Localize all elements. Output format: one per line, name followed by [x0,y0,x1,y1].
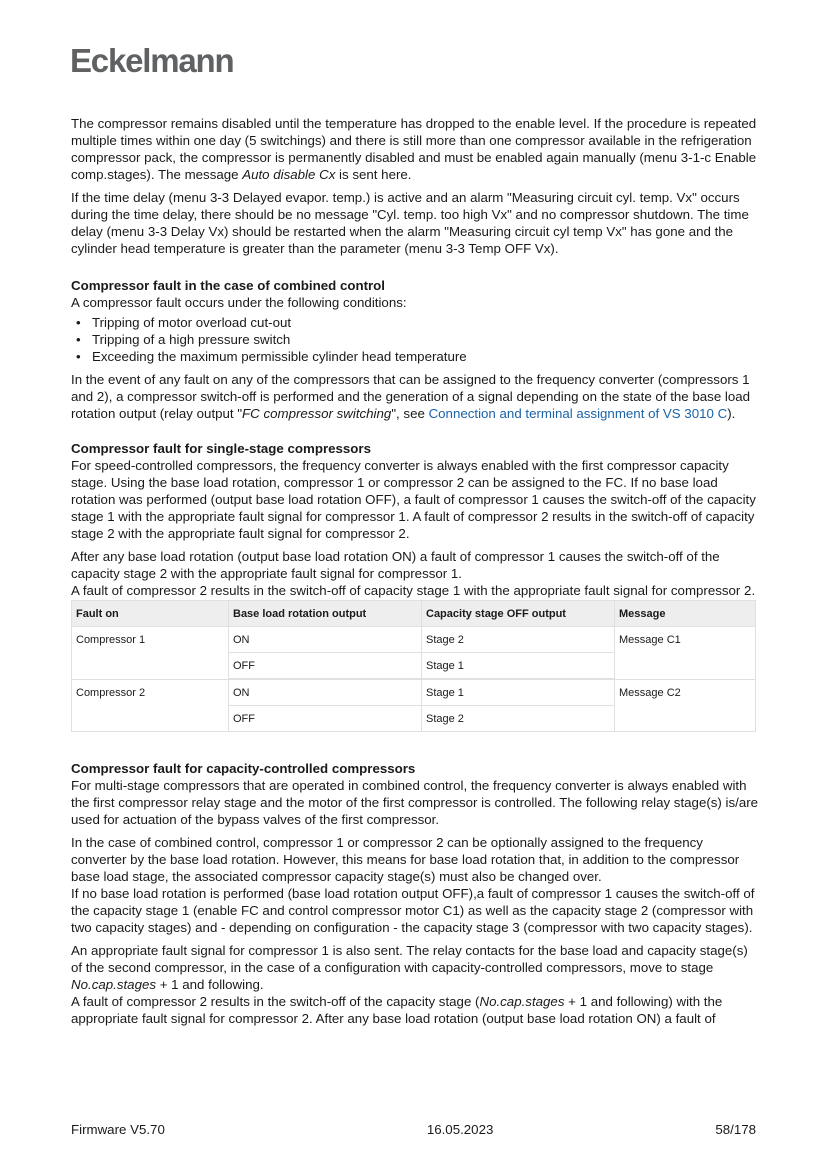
terminal-assignment-link[interactable]: Connection and terminal assignment of VS 3010 C [428,406,728,421]
section-single-stage [71,440,761,732]
document-body [71,115,761,1033]
section-lead: A compressor fault occurs under the following conditions: [71,295,407,310]
column-header: Message [615,601,756,627]
capacity-paragraph-1: For multi-stage compressors that are operated in combined control, the frequency converter is always enabled with the first compressor relay stage and the motor of the first compressor is controlled. The following relay stage(s) is/are used for actuation of the bypass valves of the first compressor. [71,778,759,827]
capacity-paragraph-2: In the case of combined control, compressor 1 or compressor 2 can be optionally assigned to the frequency converter by the base load rotation. However, this means for base load rotation that, in addition to the compressor base load stage, the associated compressor capacity stage(s) must also be changed over. If no base load rotation is performed (base load rotation output OFF),a fault of compressor 1 causes the switch-off of the capacity stage 1 (enable FC and control compressor motor C1) as well as the capacity stage 2 (compressor with two capacity stages) and - depending on configuration - the capacity stage 3 (compressor with two capacity stages). [71,835,755,935]
column-header: Capacity stage OFF output [422,601,615,627]
table-cell: Stage 1 [422,679,615,706]
conditions-list [71,314,761,365]
intro-paragraph-1: The compressor remains disabled until the temperature has dropped to the enable level. If the procedure is repeated multiple times within one day (5 switchings) and there is still more than one compressor available in the refrigeration compressor pack, the compressor is permanently disabled and must be enabled again manually (menu 3-1-c Enable comp.stages). The message Auto disable Cx is sent here. [71,116,757,182]
table-cell: OFF [229,706,422,732]
page-number: 58/178 [715,1122,756,1137]
table-cell: Stage 2 [422,627,615,653]
table-cell: ON [229,627,422,653]
combined-paragraph: In the event of any fault on any of the compressors that can be assigned to the frequency converter (compressors 1 and 2), a compressor switch-off is performed and the generation of a signal depending on the state of the base load rotation output (relay output "FC compressor switching", see Connection and terminal assignment of VS 3010 C). [71,372,751,421]
table-row [72,679,756,706]
table-cell: ON [229,679,422,706]
table-cell: Message C1 [615,627,756,680]
eckelmann-logo: Eckelmann [70,42,234,79]
section-heading: Compressor fault in the case of combined control [71,278,386,293]
table-cell: Compressor 1 [72,627,229,680]
table-header-row [72,601,756,627]
column-header: Fault on [72,601,229,627]
list-item: • Tripping of motor overload cut-out [73,314,761,331]
list-item: • Exceeding the maximum permissible cylinder head temperature [73,348,761,365]
table-cell: Stage 2 [422,706,615,732]
table-row [72,627,756,653]
column-header: Base load rotation output [229,601,422,627]
document-date: 16.05.2023 [426,1122,494,1137]
capacity-paragraph-3: An appropriate fault signal for compressor 1 is also sent. The relay contacts for the base load and capacity stage(s) of the second compressor, in the case of a configuration with capacity-controlled compressors, move to stage No.cap.stages + 1 and following. A fault of compressor 2 results in the switch-off of the capacity stage (No.cap.stages + 1 and following) with the appropriate fault signal for compressor 2. After any base load rotation (output base load rotation ON) a fault of [71,943,748,1026]
table-cell: Stage 1 [422,653,615,680]
section-combined-control [71,277,761,422]
section-heading: Compressor fault for capacity-controlled compressors [71,761,416,776]
single-stage-paragraph-2: After any base load rotation (output base load rotation ON) a fault of compressor 1 causes the switch-off of the capacity stage 2 with the appropriate fault signal for compressor 1. A fault of compressor 2 results in the switch-off of capacity stage 1 with the appropriate fault signal for compressor 2. [71,549,756,598]
list-item: • Tripping of a high pressure switch [73,331,761,348]
section-heading: Compressor fault for single-stage compressors [71,441,371,456]
message-name: Auto disable Cx [242,167,336,182]
intro-paragraph-2: If the time delay (menu 3-3 Delayed evapor. temp.) is active and an alarm "Measuring circuit cyl. temp. Vx" occurs during the time delay, there should be no message "Cyl. temp. too high Vx" and no compressor shutdown. The time delay (menu 3-3 Delay Vx) should be restarted when the alarm "Measuring circuit cyl temp Vx" has gone and the cylinder head temperature is greater than the parameter (menu 3-3 Temp OFF Vx). [71,190,749,256]
single-stage-paragraph-1: For speed-controlled compressors, the frequency converter is always enabled with the first compressor capacity stage. Using the base load rotation, compressor 1 or compressor 2 can be assigned to the FC. If no base load rotation was performed (output base load rotation OFF), a fault of compressor 1 causes the switch-off of the capacity stage 1 with the appropriate fault signal for compressor 1. A fault of compressor 2 results in the switch-off of capacity stage 2 with the appropriate fault signal for compressor 2. [71,458,756,541]
table-cell: Message C2 [615,679,756,732]
firmware-version: Firmware V5.70 [71,1122,165,1137]
fault-table [71,600,756,732]
page-footer [71,1122,756,1137]
table-cell: Compressor 2 [72,679,229,732]
section-capacity-controlled [71,760,761,1027]
table-cell: OFF [229,653,422,680]
